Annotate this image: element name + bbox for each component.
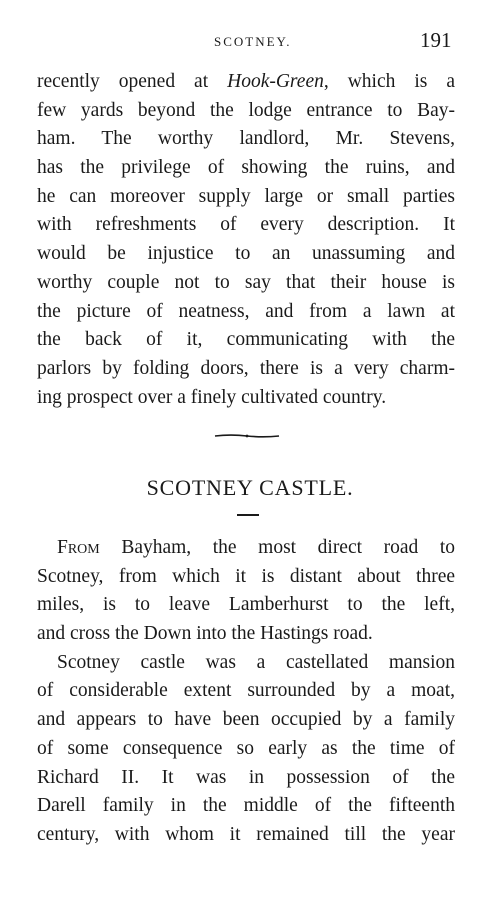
text-line: Darell family in the middle of the fifteenth [37,795,455,817]
section-body [37,534,455,850]
text-line: the picture of neatness, and from a lawn at [37,300,455,322]
text-line: ham. The worthy landlord, Mr. Stevens, [37,128,455,150]
text-line: of considerable extent surrounded by a moat, [37,680,455,702]
text-line: ing prospect over a finely cultivated country. [37,386,387,408]
text-line: has the privilege of showing the ruins, and [37,157,455,179]
text-line: and appears to have been occupied by a family [37,709,455,731]
text-line: he can moreover supply large or small parties [37,185,455,207]
paragraph-continued [37,68,455,412]
place-name-italic: Hook-Green [227,71,324,92]
text-line: few yards beyond the lodge entrance to Bay- [37,99,455,121]
running-title: SCOTNEY. [214,34,292,49]
text-line: and cross the Down into the Hastings road. [37,623,373,645]
heading-rule [237,514,259,516]
text-line: Richard II. It was in possession of the [37,766,455,788]
text-line-rest: Bayham, the most direct road to [99,537,455,558]
text-line: with refreshments of every description. It [37,214,455,236]
text-line [37,534,455,563]
running-head [0,28,500,52]
text-line: parlors by folding doors, there is a very charm- [37,357,455,379]
text-line: of some consequence so early as the time of [37,737,455,759]
page-number: 191 [420,28,452,52]
text-line: Scotney, from which it is distant about three [37,565,455,587]
text-line: the back of it, communicating with the [37,329,455,351]
text-line: century, with whom it remained till the year [37,823,455,845]
section-heading: SCOTNEY CASTLE. [146,475,354,500]
text-line: recently opened at Hook-Green, which is a [37,71,455,92]
section-divider-ornament [213,433,281,439]
text-line: Scotney castle was a castellated mansion [57,651,455,673]
text-line: worthy couple not to say that their house is [37,271,455,293]
text-line: would be injustice to an unassuming and [37,243,455,265]
drop-word: From [57,537,100,558]
text-line: miles, is to leave Lamberhurst to the left, [37,594,455,616]
